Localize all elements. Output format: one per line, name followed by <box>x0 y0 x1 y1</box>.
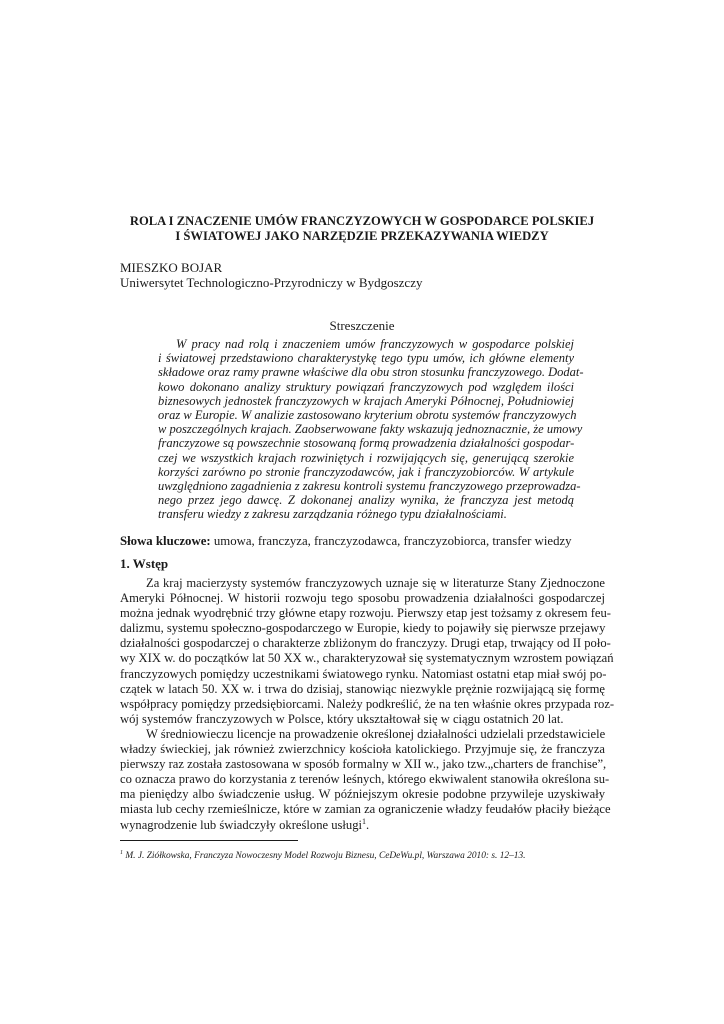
abstract-line: oraz w Europie. W analizie zastosowano kryterium obrotu systemów franczyzowych <box>158 408 577 423</box>
body-line: W średniowieczu licencje na prowadzenie określonej działalności udzielali przedstawiciele <box>146 726 606 741</box>
body-line: co oznacza prawo do korzystania z terenów leśnych, którego ekwiwalent stanowiła określona su- <box>120 772 610 787</box>
section-heading: 1. Wstęp <box>120 556 169 571</box>
body-line: pierwszy raz została zastosowana w sposób formalny w XII w., jako tzw.„charters de franchise”, <box>120 757 607 772</box>
abstract-line: i światowej przedstawiono charakterystykę tego typu umów, ich główne elementy <box>158 351 574 366</box>
footnote-reference[interactable]: 1 <box>362 816 367 826</box>
abstract-line: uwzględniono zagadnienia z zakresu kontroli systemu franczyzowego przeprowadza- <box>158 479 581 494</box>
abstract-line: w poszczególnych krajach. Zaobserwowane fakty wskazują jednoznacznie, że umowy <box>158 422 583 437</box>
abstract-text <box>158 337 584 522</box>
body-line: wój systemów franczyzowych w Polsce, który ukształtował się w ciągu ostatnich 20 lat. <box>120 711 564 726</box>
body-line: miasta lub cechy rzemieślnicze, które w zamian za ograniczenie władzy feudałów płaciły bieżące <box>120 802 611 817</box>
abstract-line: biznesowych jednostek franczyzowych w krajach Ameryki Północnej, Południowiej <box>158 393 574 408</box>
body-final-punct: . <box>366 817 370 832</box>
footnote-number: 1 <box>120 850 123 856</box>
keywords-list: umowa, franczyza, franczyzodawca, franczyzobiorca, transfer wiedzy <box>210 534 572 548</box>
body-line: można jednak wyodrębnić trzy główne etapy rozwoju. Pierwszy etap jest tożsamy z okresem feu- <box>120 606 611 621</box>
body-line: działalności gospodarczej o charakterze zbliżonym do franczyzy. Drugi etap, trwający od II poło- <box>120 636 611 651</box>
footnote <box>120 847 526 862</box>
title-line-2: I ŚWIATOWEJ JAKO NARZĘDZIE PRZEKAZYWANIA WIEDZY <box>175 229 549 243</box>
footnote-text: M. J. Ziółkowska, Franczyza Nowoczesny Model Rozwoju Biznesu, CeDeWu.pl, Warszawa 2010: s. 12–13. <box>123 851 526 862</box>
abstract-line: transferu wiedzy z zakresu zarządzania różnego typu działalnościami. <box>158 507 507 522</box>
abstract-line: korzyści zarówno po stronie franczyzodawców, jak i franczyzobiorców. W artykule <box>158 464 574 479</box>
title-line-1: ROLA I ZNACZENIE UMÓW FRANCZYZOWYCH W GOSPODARCE POLSKIEJ <box>129 214 595 228</box>
body-line: wy XIX w. do początków lat 50 XX w., charakteryzował się systematycznym wzrostem powiązań <box>120 651 614 666</box>
body-line: Za kraj macierzysty systemów franczyzowych uznaje się w literaturze Stany Zjednoczone <box>146 576 605 590</box>
abstract-heading: Streszczenie <box>329 318 395 333</box>
body-line: dalizmu, systemu społeczno-gospodarczego w Europie, kiedy to pojawiły się pierwsze przejawy <box>120 621 606 636</box>
footnote-divider <box>120 840 298 841</box>
abstract-line: franczyzowe są powszechnie stosowaną formą prowadzenia działalności gospodar- <box>158 436 575 451</box>
author-name: MIESZKO BOJAR <box>120 260 223 275</box>
body-line-text: wynagrodzenie lub świadczyły określone usługi <box>120 817 363 832</box>
abstract-line: składowe oraz ramy prawne właściwe dla obu stron stosunku franczyzowego. Dodat- <box>158 365 584 380</box>
body-line-final <box>120 818 605 833</box>
abstract-line: nego przez jego dawcę. Z dokonanej analizy wynika, że franczyza jest metodą <box>158 493 574 508</box>
abstract-line: W pracy nad rolą i znaczeniem umów franczyzowych w gospodarce polskiej <box>176 337 574 351</box>
body-line: Ameryki Północnej. W historii rozwoju tego sposobu prowadzenia działalności gospodarczej <box>120 591 605 606</box>
abstract-line: czej we wszystkich krajach rozwiniętych i rozwijających się, generującą szerokie <box>158 450 574 465</box>
author-affiliation: Uniwersytet Technologiczno-Przyrodniczy w Bydgoszczy <box>120 275 423 290</box>
body-line: franczyzowych pomiędzy uczestnikami światowego rynku. Natomiast ostatni etap miał swój po- <box>120 666 607 681</box>
abstract-line: kowo dokonano analizy struktury powiązań franczyzowych pod względem ilości <box>158 379 574 394</box>
paper-title <box>80 214 644 244</box>
keywords-label: Słowa kluczowe: <box>120 534 211 548</box>
body-line: współpracy pomiędzy przedsiębiorcami. Należy podkreślić, że na ten właśnie okres przypada roz- <box>120 696 615 711</box>
body-line: ma pieniędzy albo świadczenie usług. W późniejszym okresie podobne przywileje uzyskiwały <box>120 787 605 802</box>
body-line: władzy świeckiej, jak również zwierzchnicy kościoła katolickiego. Przyjmuje się, że franczyza <box>120 742 605 757</box>
keywords <box>120 534 604 549</box>
body-text <box>120 576 615 833</box>
body-line: czątek w latach 50. XX w. i trwa do dzisiaj, stanowiąc niezwykle prężnie rozwijającą się formę <box>120 681 605 696</box>
